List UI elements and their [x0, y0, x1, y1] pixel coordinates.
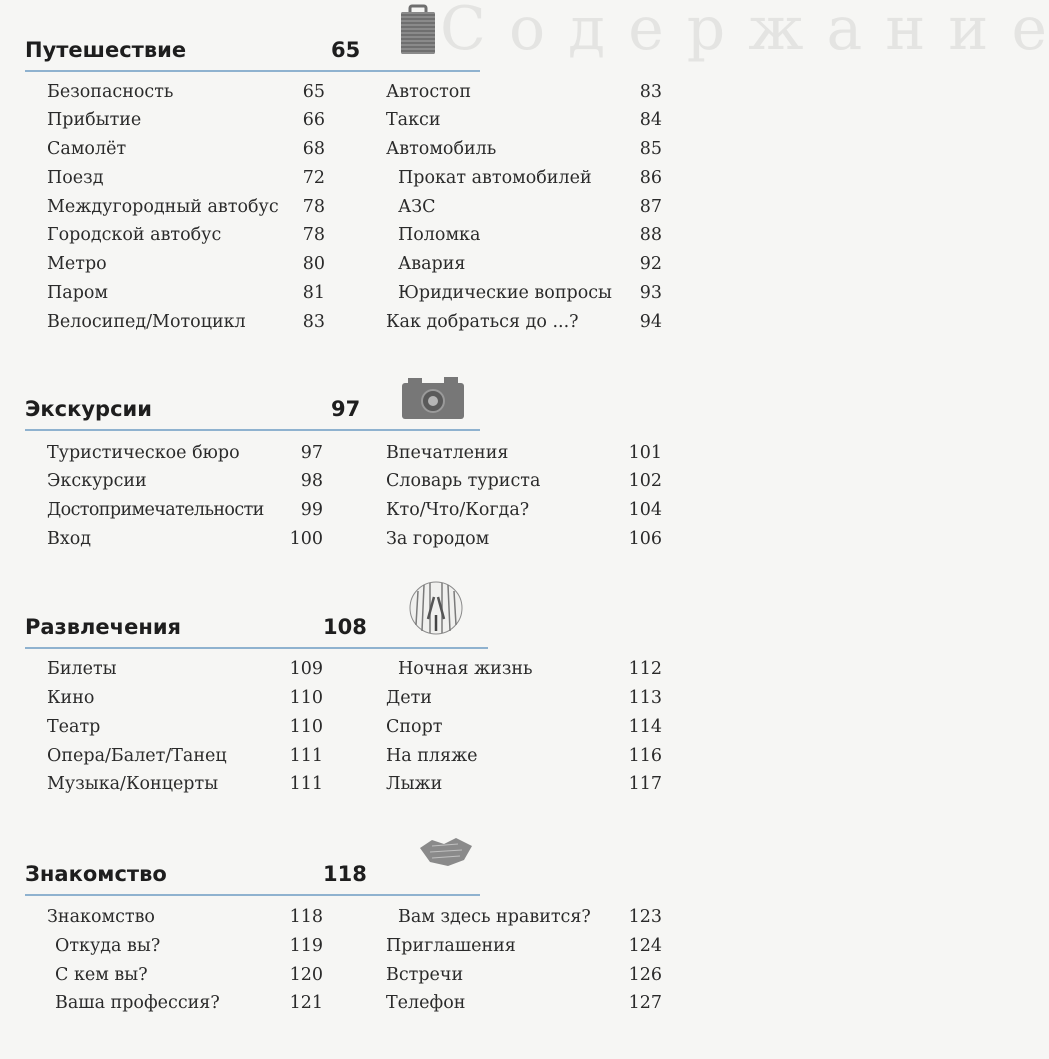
- toc-entry[interactable]: Лыжи 117: [386, 774, 662, 794]
- toc-entry[interactable]: Поломка 88: [398, 225, 662, 245]
- section-title[interactable]: Путешествие: [25, 38, 187, 62]
- toc-entry[interactable]: Паром 81: [47, 283, 325, 303]
- toc-entry[interactable]: Экскурсии 98: [47, 471, 323, 491]
- toc-entry[interactable]: Откуда вы? 119: [55, 936, 323, 956]
- toc-entry[interactable]: Безопасность 65: [47, 82, 325, 102]
- toc-entry[interactable]: Кино 110: [47, 688, 323, 708]
- toc-entry[interactable]: За городом 106: [386, 529, 662, 549]
- toc-entry[interactable]: С кем вы? 120: [55, 965, 323, 985]
- toc-entry[interactable]: Автомобиль 85: [386, 139, 662, 159]
- toc-entry[interactable]: Междугородный автобус 78: [47, 197, 325, 217]
- toc-entry[interactable]: Билеты 109: [47, 659, 323, 679]
- toc-entry[interactable]: АЗС 87: [398, 197, 662, 217]
- toc-entry[interactable]: Впечатления 101: [386, 443, 662, 463]
- toc-entry[interactable]: Самолёт 68: [47, 139, 325, 159]
- section-page: 97: [331, 397, 361, 421]
- section-title[interactable]: Знакомство: [25, 862, 167, 886]
- toc-entry[interactable]: Поезд 72: [47, 168, 325, 188]
- camera-icon: [400, 375, 466, 425]
- toc-entry[interactable]: Прокат автомобилей 86: [398, 168, 662, 188]
- toc-entry[interactable]: Городской автобус 78: [47, 225, 325, 245]
- toc-entry[interactable]: Словарь туриста 102: [386, 471, 662, 491]
- toc-entry[interactable]: Прибытие 66: [47, 110, 325, 130]
- toc-entry[interactable]: Спорт 114: [386, 717, 662, 737]
- section-page: 118: [323, 862, 367, 886]
- toc-entry[interactable]: Опера/Балет/Танец 111: [47, 746, 323, 766]
- suitcase-icon: [398, 4, 438, 60]
- toc-entry[interactable]: Знакомство 118: [47, 907, 323, 927]
- theater-icon: [408, 579, 464, 641]
- toc-entry[interactable]: Дети 113: [386, 688, 662, 708]
- toc-entry[interactable]: Ваша профессия? 121: [55, 993, 323, 1013]
- toc-entry[interactable]: Автостоп 83: [386, 82, 662, 102]
- toc-entry[interactable]: Театр 110: [47, 717, 323, 737]
- toc-entry[interactable]: Метро 80: [47, 254, 325, 274]
- toc-entry[interactable]: Такси 84: [386, 110, 662, 130]
- toc-entry[interactable]: Юридические вопросы 93: [398, 283, 662, 303]
- section-page: 65: [331, 38, 361, 62]
- toc-entry[interactable]: Авария 92: [398, 254, 662, 274]
- toc-entry[interactable]: Достопримечательности 99: [47, 500, 323, 520]
- section-title[interactable]: Экскурсии: [25, 397, 152, 421]
- toc-entry[interactable]: Как добраться до ...? 94: [386, 312, 662, 332]
- toc-entry[interactable]: Музыка/Концерты 111: [47, 774, 323, 794]
- section-page: 108: [323, 615, 367, 639]
- toc-entry[interactable]: Приглашения 124: [386, 936, 662, 956]
- section-title[interactable]: Развлечения: [25, 615, 182, 639]
- section-header: [25, 860, 480, 896]
- toc-entry[interactable]: Туристическое бюро 97: [47, 443, 323, 463]
- handshake-icon: [418, 830, 474, 874]
- toc-entry[interactable]: Кто/Что/Когда? 104: [386, 500, 662, 520]
- toc-entry[interactable]: Велосипед/Мотоцикл 83: [47, 312, 325, 332]
- toc-entry[interactable]: Встречи 126: [386, 965, 662, 985]
- bleed-through-decoration: С о д е р ж а н и е: [440, 0, 1049, 64]
- toc-entry[interactable]: Вход 100: [47, 529, 323, 549]
- toc-entry[interactable]: Телефон 127: [386, 993, 662, 1013]
- toc-entry[interactable]: На пляже 116: [386, 746, 662, 766]
- toc-entry[interactable]: Ночная жизнь 112: [398, 659, 662, 679]
- toc-entry[interactable]: Вам здесь нравится? 123: [398, 907, 662, 927]
